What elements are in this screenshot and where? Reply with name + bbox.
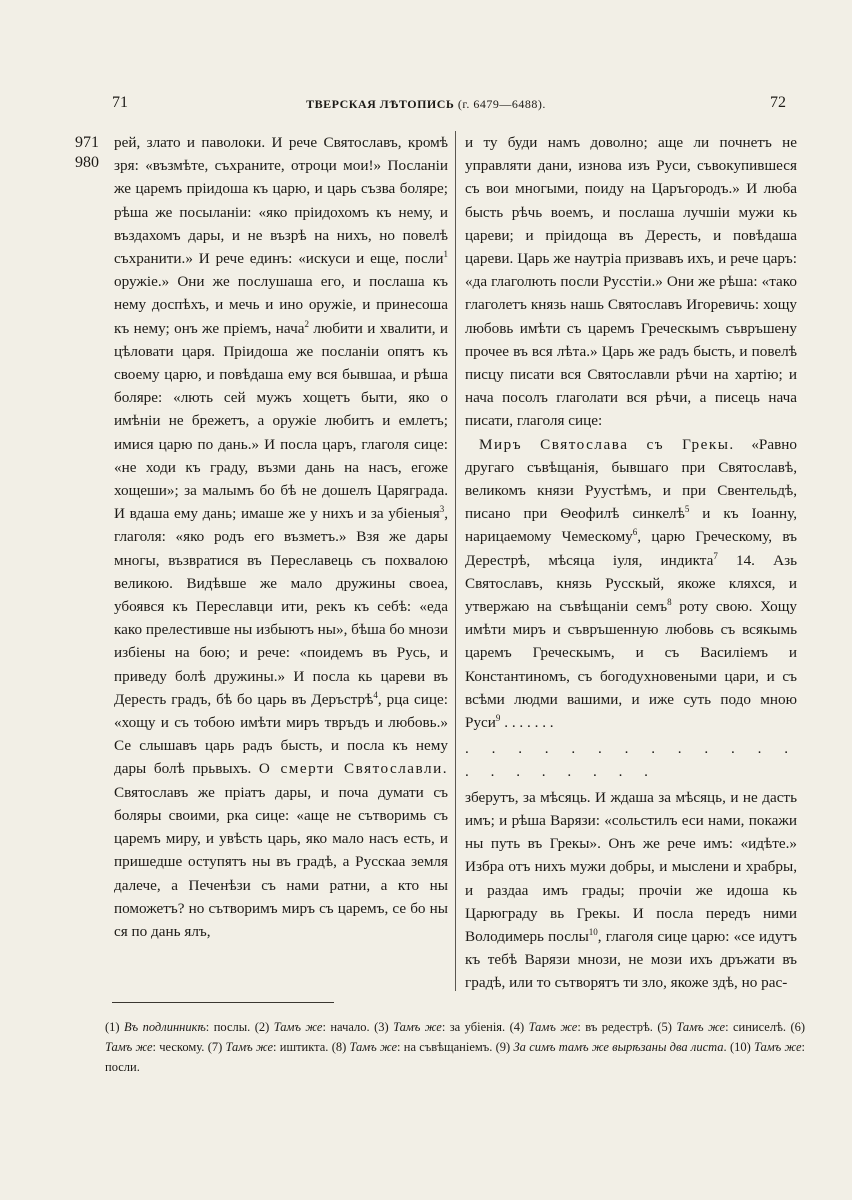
page-header xyxy=(0,94,852,118)
footnote-number: (9) xyxy=(495,1040,511,1054)
footnote-number: (7) xyxy=(207,1040,223,1054)
footnote-source: Тамъ же xyxy=(754,1040,802,1054)
margin-year-notes xyxy=(75,133,99,173)
page-number-left: 71 xyxy=(112,94,128,111)
footnote-item xyxy=(105,1020,250,1034)
footnote-text: : на съвѣщаніемъ. xyxy=(397,1040,493,1054)
footnote-number: (2) xyxy=(254,1020,270,1034)
left-column-text xyxy=(114,131,448,943)
footnote-ref: 6 xyxy=(632,527,638,538)
footnote-source: Тамъ же xyxy=(105,1040,153,1054)
footnote-ref: 5 xyxy=(684,504,690,515)
footnote-item xyxy=(208,1040,329,1054)
right-paragraph-3 xyxy=(465,786,797,995)
text-run: , глаголя: «яко родъ его възметъ.» Взя же дары многы, възвратися въ Переславець съ похвалою великою. Видѣвше же мало дружины своеа, убоявся къ Переславци ити, рекъ къ себѣ: «еда како прелестивше ны избыютъ ны», бѣша бо мнози избіены на бою; и рече: «поидемъ въ Русь, и приведу болѣ дружины.» И посла кь цареви въ Дересть градъ, бѣ бо царь въ Деръстрѣ xyxy=(114,505,448,708)
text-run: зберутъ, за мѣсяць. И ждаша за мѣсяць, и не дасть имъ; и рѣша Варязи: «сольстилъ еси нами, покажи ны путь въ Грекы». Онъ же рече имъ: «идѣте.» Избра отъ нихъ мужи добры, и мыслени и храбры, и раздаа имъ грады; прочіи же идоша кь Царюграду вь Грекы. И посла передъ ними Володимерь послы xyxy=(465,788,797,945)
footnote-ref: 9 xyxy=(495,713,501,724)
footnote-source: Тамъ же xyxy=(528,1020,578,1034)
footnote-item xyxy=(255,1020,370,1034)
footnote-list xyxy=(105,1017,805,1077)
footnote-ref: 4 xyxy=(373,689,378,700)
footnote-item xyxy=(496,1040,727,1054)
footnote-number: (10) xyxy=(729,1040,751,1054)
right-paragraph-treaty xyxy=(465,433,797,735)
margin-year-start: 971 xyxy=(75,134,99,151)
running-title xyxy=(0,97,852,112)
page-number-right: 72 xyxy=(770,94,786,111)
footnote-number: (3) xyxy=(374,1020,389,1034)
footnote-text: : въ редестрѣ. xyxy=(577,1020,653,1034)
right-text-column xyxy=(465,131,797,995)
footnote-text: : посли. xyxy=(105,1040,806,1074)
text-run: любити и хвалити, и цѣловати царя. Пріидоша же посланіи опятъ къ своему царю, и повѣдаша ему вся бывшаа, и рѣша боляре: «лють сей мужъ хощетъ быти, яко о имѣніи не брежетъ, а оружіе любитъ и емлетъ; имися царю по дань.» И посла царъ, глаголя сице: «не ходи къ граду, възми дань на насъ, егоже хощеши»; за малымъ бо бѣ не дошелъ Царяграда. И вдаша ему дань; имаше же у нихъ и за убіеныя xyxy=(114,319,449,523)
footnote-ref: 2 xyxy=(304,318,309,329)
footnote-number: (8) xyxy=(331,1040,347,1054)
footnote-ref: 8 xyxy=(667,597,672,608)
footnote-number: (6) xyxy=(790,1020,806,1034)
footnote-source: Тамъ же xyxy=(225,1040,274,1054)
footnote-source: Тамъ же xyxy=(349,1040,398,1054)
text-run: , рца сице: «хощу и съ тобою имѣти миръ твръдъ и любовь.» Се слышавъ царь радъ бысть, и посла къ нему дары болѣ прьвыхъ. xyxy=(114,690,448,778)
footnote-item xyxy=(374,1020,505,1034)
margin-year-end: 980 xyxy=(75,154,99,171)
text-run: оружіе.» Они же послушаша его, и послаша къ нему доспѣхъ, и мечь и ино оружіе, и принесоша къ нему; онъ же пріемъ, нача xyxy=(114,273,448,337)
footnote-ref: 1 xyxy=(443,249,448,260)
footnote-source: Въ подлинникѣ xyxy=(124,1020,206,1034)
footnote-rule xyxy=(112,1002,334,1003)
footnote-number: (1) xyxy=(105,1020,120,1034)
footnote-text: : иштикта. xyxy=(273,1040,329,1054)
lacuna-dots-inline: . . . . . . . xyxy=(504,714,554,732)
footnote-ref: 7 xyxy=(713,550,718,561)
left-text-column xyxy=(114,131,448,943)
chronicle-title: ТВЕРСКАЯ ЛѢТОПИСЬ xyxy=(306,97,455,111)
footnote-text: : ческому. xyxy=(152,1040,205,1054)
right-paragraph-1: и ту буди намъ доволно; аще ли почнетъ не управляти дани, изнова изъ Руси, съвокупившеся съ вои многыми, поиду на Царъгородъ.» И люба бысть рѣчь воемъ, и послаша лучшіи мужи кь цареви; и пріидоща въ Дересть, и повѣдаша цареви. Царь же наутріа призвавъ ихъ, и рече царъ: «да глаголють посли Русстіи.» Они же рѣша: «тако глаголетъ князь нашь Святославъ Игоревичь: хощу любовь имѣти съ царемъ Греческымъ съвръшену прочее въ вся лѣта.» Царь же радъ бысть, и повелѣ писцу писати вся Святославли рѣчи на хартію; и нача посолъ глаголати вся рѣчи, а писець нача писати, глаголя сице: xyxy=(465,134,797,430)
footnote-source: За симъ тамъ же вырѣзаны два листа xyxy=(513,1040,724,1054)
footnote-source: Тамъ же xyxy=(393,1020,442,1034)
footnote-text: : синиселѣ. xyxy=(725,1020,787,1034)
text-run: 14. Азь Святославъ, князь Русскый, якоже кляхся, и утвержаю на съвѣщаніи семъ xyxy=(465,551,797,616)
footnote-source: Тамъ же xyxy=(676,1020,726,1034)
footnote-text: : послы. xyxy=(205,1020,251,1034)
section-heading-death: О смерти Святославли. xyxy=(258,760,449,778)
footnote-text: : начало. xyxy=(322,1020,370,1034)
section-heading-treaty: Миръ Святослава съ Грекы. xyxy=(479,435,735,453)
text-run: и къ Іоанну, нарицаемому Чемескому xyxy=(465,505,797,546)
year-range: (г. 6479—6488). xyxy=(457,97,546,111)
footnote-number: (5) xyxy=(657,1020,672,1034)
lacuna-dots-line: . . . . . . . . . . . . . . . . . . . . . xyxy=(465,740,797,781)
footnote-source: Тамъ же xyxy=(273,1020,323,1034)
footnote-ref: 10 xyxy=(588,926,598,937)
footnote-item xyxy=(657,1020,786,1034)
text-run: , глаголя сице царю: «се идутъ къ тебѣ Варязи мнози, не мози ихъ дръжати въ градѣ, или то сътворятъ ти зло, якоже здѣ, но рас- xyxy=(465,927,797,992)
footnotes xyxy=(105,1017,805,1077)
text-run: роту свою. Хощу имѣти миръ и съвръшенную любовь съ всякымь царемъ Греческымъ, и съ Василіемъ и Константиномъ, съ богодухновеными цари, и съ всѣми людми вашими, и иже суть подо мною Руси xyxy=(465,598,797,732)
footnote-item xyxy=(332,1040,493,1054)
text-run: «Равно другаго съвѣщанія, бывшаго при Святославѣ, великомъ князи Руустѣмъ, и при Свентельдѣ, писано при Ѳеофилѣ синкелѣ xyxy=(465,435,797,523)
text-run: , царю Греческому, въ Дерестрѣ, мѣсяца іуля, индикта xyxy=(465,528,797,569)
footnote-item xyxy=(510,1020,653,1034)
text-run: рей, злато и паволоки. И рече Святославъ, кромѣ зря: «възмѣте, съхраните, отроци мои!» Посланіи же царемъ пріидоша къ царю, и царь съзва боляре; рѣша же посыланіи: «яко пріидохомъ къ нему, и въздахомъ дары, и не възрѣ на нихъ, но повелѣ съхранити.» И рече единъ: «искуси и еще, посли xyxy=(114,134,448,268)
text-run: Святославъ же пріатъ дары, и поча думати съ боляры своими, рка сице: «аще не сътворимь съ царемъ миру, и увѣсть царь, яко мало насъ есть, и пришедше оступятъ ны въ градѣ, а Русскаа земля далече, а Печенѣзи съ нами ратни, а кто ны поможетъ? но сътворимъ миръ съ царемъ, се бо ны ся по дань ялъ, xyxy=(114,783,448,940)
column-divider xyxy=(455,131,456,991)
footnote-text: : за убіенія. xyxy=(441,1020,506,1034)
footnote-number: (4) xyxy=(509,1020,525,1034)
footnote-text: . xyxy=(723,1040,727,1054)
footnote-ref: 3 xyxy=(439,504,445,515)
